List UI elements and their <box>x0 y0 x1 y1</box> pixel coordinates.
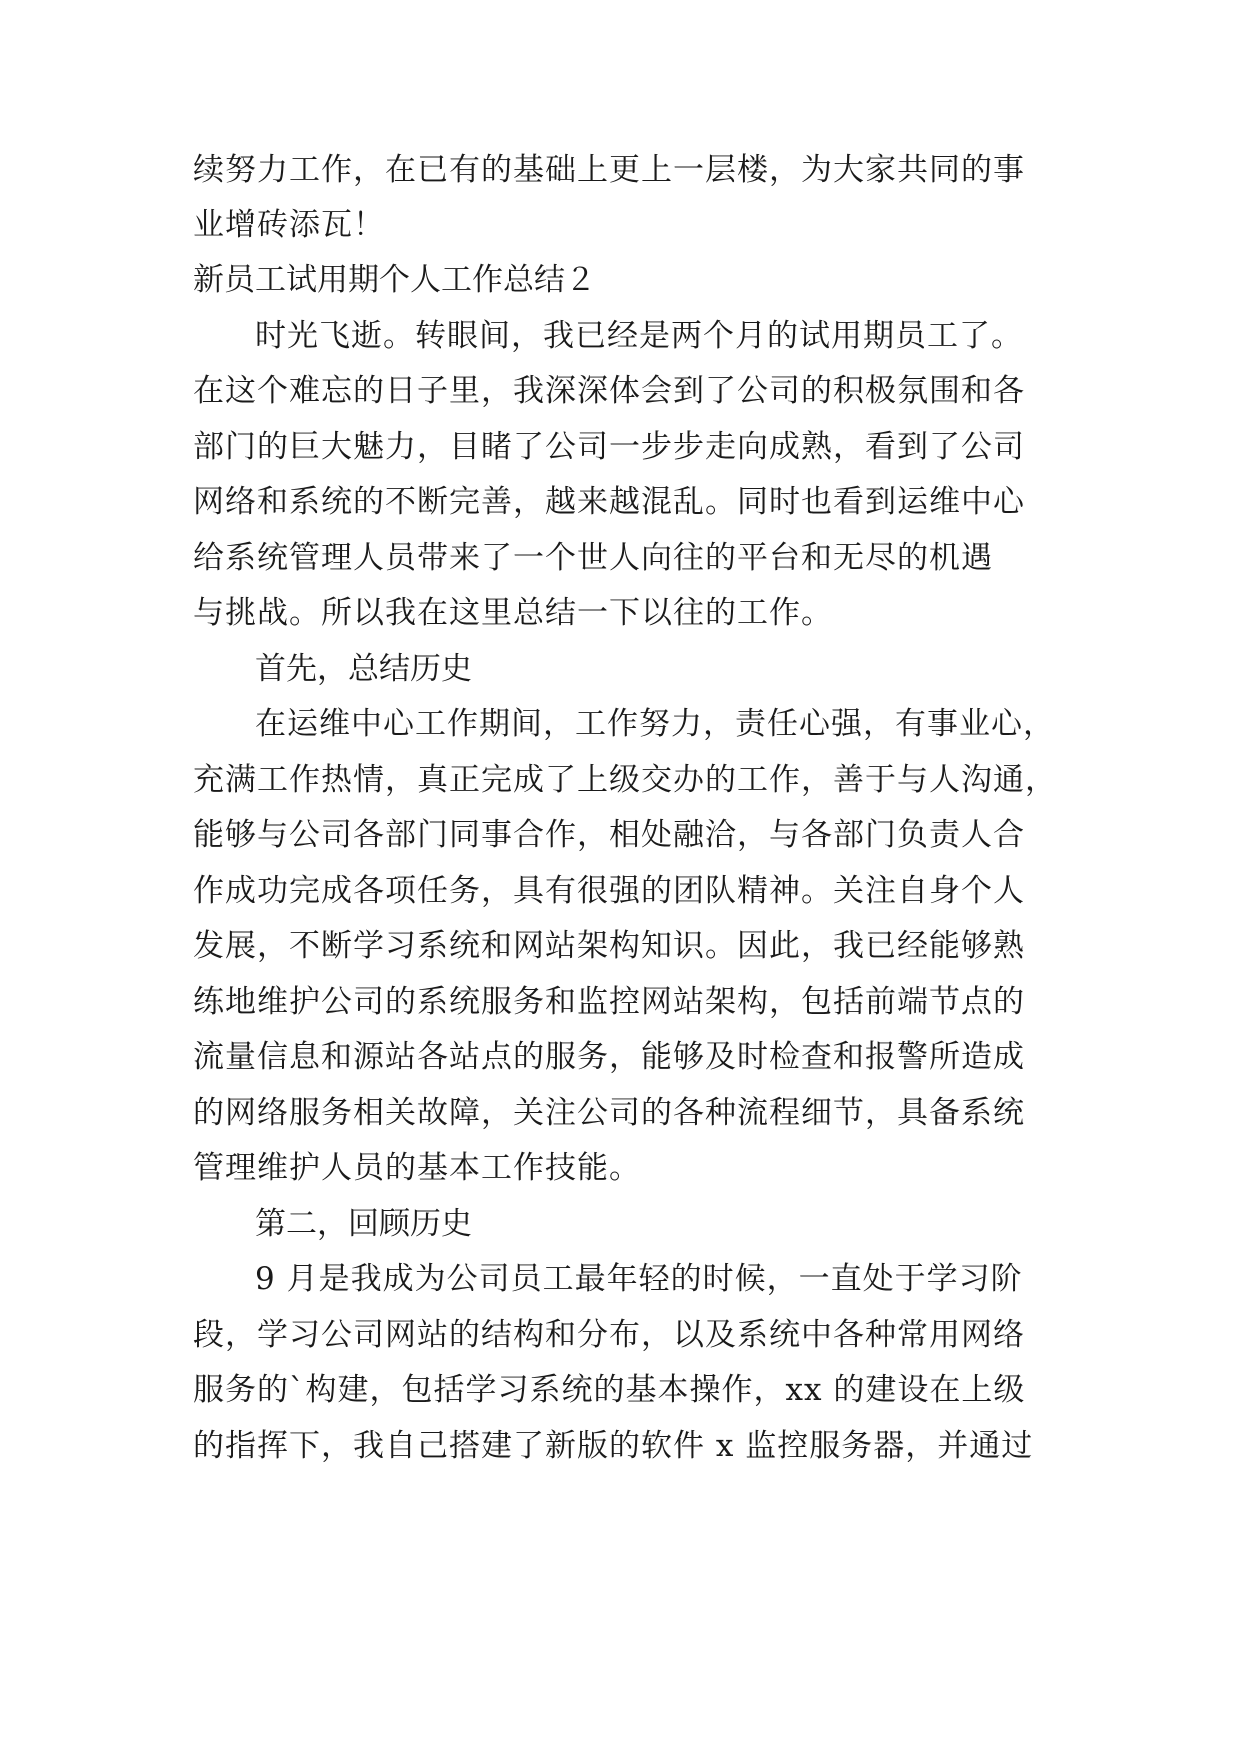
text-line: 作成功完成各项任务，具有很强的团队精神。关注自身个人 <box>193 873 1025 909</box>
text-line: 段，学习公司网站的结构和分布，以及系统中各种常用网络 <box>193 1317 1025 1353</box>
text-line: 部门的巨大魅力，目睹了公司一步步走向成熟，看到了公司 <box>193 429 1025 465</box>
section-title: 新员工试用期个人工作总结２ <box>193 262 596 298</box>
text-line: 服务的`构建，包括学习系统的基本操作，xx 的建设在上级 <box>193 1372 1026 1408</box>
text-line: 管理维护人员的基本工作技能。 <box>193 1150 641 1186</box>
text-line: 能够与公司各部门同事合作，相处融洽，与各部门负责人合 <box>193 817 1025 853</box>
text-line: 在运维中心工作期间，工作努力，责任心强，有事业心， <box>255 706 1055 742</box>
text-line: 流量信息和源站各站点的服务，能够及时检查和报警所造成 <box>193 1039 1025 1075</box>
text-line: 时光飞逝。转眼间，我已经是两个月的试用期员工了。 <box>255 318 1023 354</box>
text-line: 充满工作热情，真正完成了上级交办的工作，善于与人沟通， <box>193 762 1057 798</box>
text-line: 与挑战。所以我在这里总结一下以往的工作。 <box>193 595 833 631</box>
text-line: 续努力工作，在已有的基础上更上一层楼，为大家共同的事 <box>193 152 1025 188</box>
text-line: 练地维护公司的系统服务和监控网站架构，包括前端节点的 <box>193 984 1025 1020</box>
text-line: 的网络服务相关故障，关注公司的各种流程细节，具备系统 <box>193 1095 1025 1131</box>
text-line: 业增砖添瓦！ <box>193 207 385 243</box>
subheading: 第二，回顾历史 <box>255 1206 472 1242</box>
text-line: 在这个难忘的日子里，我深深体会到了公司的积极氛围和各 <box>193 373 1025 409</box>
text-line: 的指挥下，我自己搭建了新版的软件 x 监控服务器，并通过 <box>193 1428 1034 1464</box>
text-line: 发展，不断学习系统和网站架构知识。因此，我已经能够熟 <box>193 928 1025 964</box>
text-line: 给系统管理人员带来了一个世人向往的平台和无尽的机遇 <box>193 540 993 576</box>
subheading: 首先，总结历史 <box>255 651 472 687</box>
text-line: 9 月是我成为公司员工最年轻的时候，一直处于学习阶 <box>255 1261 1023 1297</box>
text-line: 网络和系统的不断完善，越来越混乱。同时也看到运维中心 <box>193 484 1025 520</box>
